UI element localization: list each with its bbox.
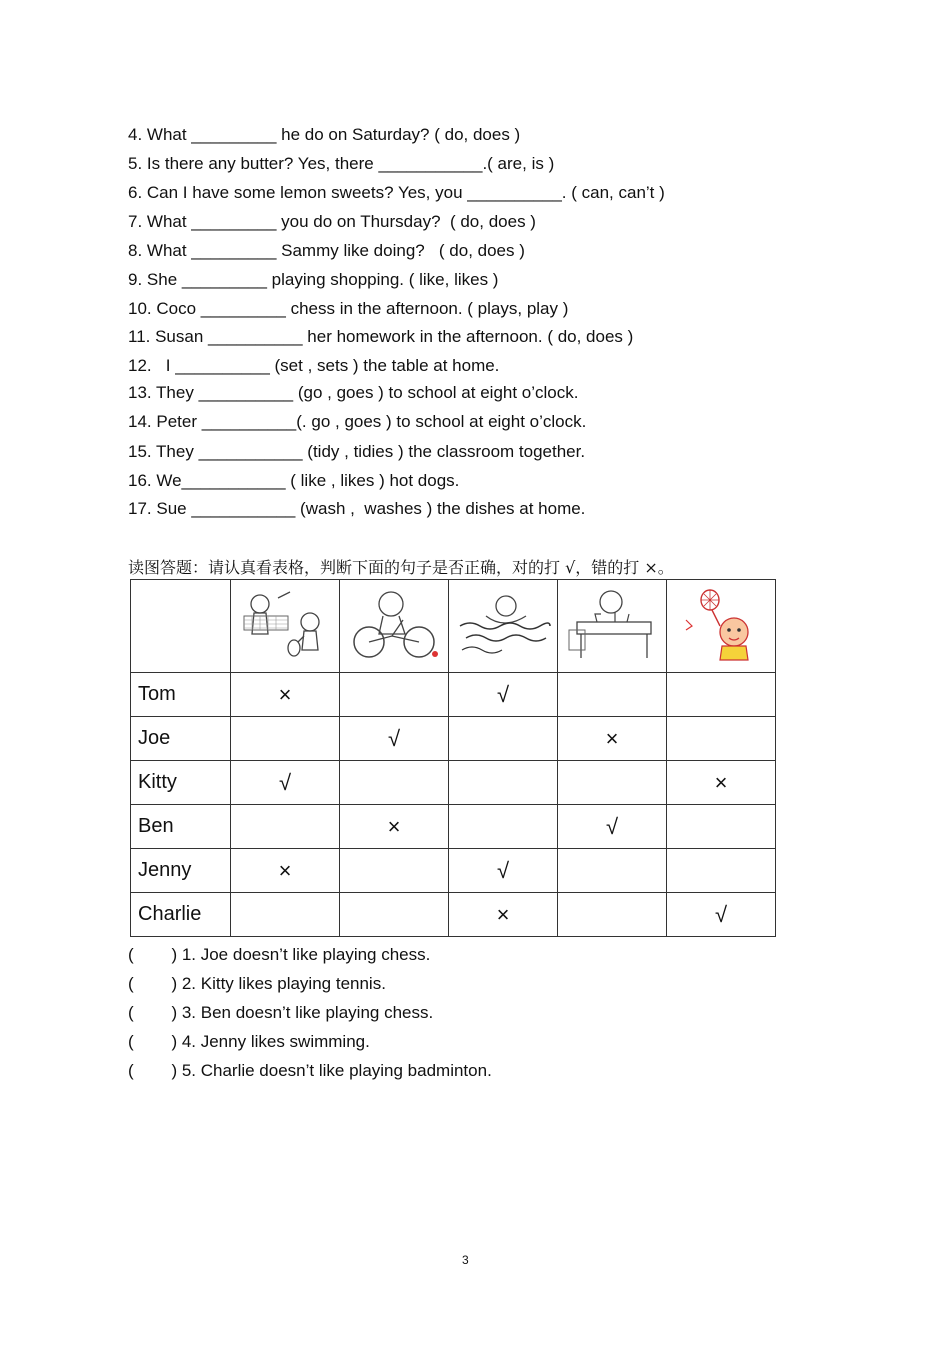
mark-cell: √ xyxy=(449,849,558,893)
exercise-line-14: 14. Peter __________(. go , goes ) to school at eight o’clock. xyxy=(128,412,587,431)
instruction-text: 读图答题：请认真看表格，判断下面的句子是否正确，对的打 √，错的打 ×。 xyxy=(128,558,674,577)
mark-cell xyxy=(340,849,449,893)
mark-cell xyxy=(558,849,667,893)
mark-cell: × xyxy=(340,805,449,849)
row-name: Charlie xyxy=(131,893,231,937)
row-name: Joe xyxy=(131,717,231,761)
mark-cell xyxy=(340,761,449,805)
question-5: ( ) 5. Charlie doesn’t like playing badminton. xyxy=(128,1061,492,1080)
table-corner xyxy=(131,580,231,673)
mark-cell: × xyxy=(558,717,667,761)
mark-cell xyxy=(231,893,340,937)
exercise-line-5: 5. Is there any butter? Yes, there ___________.( are, is ) xyxy=(128,154,555,173)
exercise-line-10: 10. Coco _________ chess in the afternoon. ( plays, play ) xyxy=(128,299,569,318)
header-swimming-image xyxy=(449,580,558,673)
exercise-line-8: 8. What _________ Sammy like doing? ( do, does ) xyxy=(128,241,525,260)
exercise-line-7: 7. What _________ you do on Thursday? ( do, does ) xyxy=(128,212,536,231)
row-name: Kitty xyxy=(131,761,231,805)
mark-cell xyxy=(449,717,558,761)
mark-cell xyxy=(449,805,558,849)
exercise-line-12: 12. I __________ (set , sets ) the table at home. xyxy=(128,356,500,375)
exercise-line-17: 17. Sue ___________ (wash , washes ) the dishes at home. xyxy=(128,499,586,518)
activity-table xyxy=(130,579,776,937)
mark-cell xyxy=(449,761,558,805)
mark-cell: √ xyxy=(558,805,667,849)
mark-cell xyxy=(231,805,340,849)
mark-cell xyxy=(340,893,449,937)
mark-cell: × xyxy=(231,673,340,717)
row-name: Tom xyxy=(131,673,231,717)
swimming-icon xyxy=(456,586,551,662)
header-chess-image xyxy=(558,580,667,673)
tennis-icon xyxy=(238,586,333,662)
page-number: 3 xyxy=(462,1253,469,1267)
chess-icon xyxy=(565,586,660,662)
exercise-line-15: 15. They ___________ (tidy , tidies ) the classroom together. xyxy=(128,442,586,461)
table-row xyxy=(131,673,776,717)
table-row xyxy=(131,717,776,761)
exercise-line-13: 13. They __________ (go , goes ) to school at eight o’clock. xyxy=(128,383,579,402)
header-cycling-image xyxy=(340,580,449,673)
mark-cell xyxy=(558,893,667,937)
mark-cell: √ xyxy=(231,761,340,805)
row-name: Jenny xyxy=(131,849,231,893)
mark-cell xyxy=(340,673,449,717)
header-badminton-image xyxy=(667,580,776,673)
bicycle-icon xyxy=(347,586,442,662)
mark-cell: √ xyxy=(340,717,449,761)
mark-cell: √ xyxy=(667,893,776,937)
mark-cell xyxy=(667,673,776,717)
question-2: ( ) 2. Kitty likes playing tennis. xyxy=(128,974,386,993)
question-3: ( ) 3. Ben doesn’t like playing chess. xyxy=(128,1003,434,1022)
exercise-line-16: 16. We___________ ( like , likes ) hot dogs. xyxy=(128,471,460,490)
exercise-line-9: 9. She _________ playing shopping. ( like, likes ) xyxy=(128,270,499,289)
mark-cell xyxy=(667,717,776,761)
question-4: ( ) 4. Jenny likes swimming. xyxy=(128,1032,370,1051)
mark-cell xyxy=(558,673,667,717)
row-name: Ben xyxy=(131,805,231,849)
exercise-line-11: 11. Susan __________ her homework in the afternoon. ( do, does ) xyxy=(128,327,634,346)
mark-cell: √ xyxy=(449,673,558,717)
mark-cell xyxy=(558,761,667,805)
mark-cell xyxy=(667,805,776,849)
question-1: ( ) 1. Joe doesn’t like playing chess. xyxy=(128,945,431,964)
mark-cell: × xyxy=(231,849,340,893)
table-row xyxy=(131,805,776,849)
mark-cell xyxy=(667,849,776,893)
table-row xyxy=(131,761,776,805)
mark-cell xyxy=(231,717,340,761)
badminton-icon xyxy=(674,586,769,662)
table-row xyxy=(131,893,776,937)
exercise-line-4: 4. What _________ he do on Saturday? ( do, does ) xyxy=(128,125,521,144)
exercise-line-6: 6. Can I have some lemon sweets? Yes, you __________. ( can, can’t ) xyxy=(128,183,665,202)
table-row xyxy=(131,849,776,893)
mark-cell: × xyxy=(449,893,558,937)
header-tennis-image xyxy=(231,580,340,673)
mark-cell: × xyxy=(667,761,776,805)
